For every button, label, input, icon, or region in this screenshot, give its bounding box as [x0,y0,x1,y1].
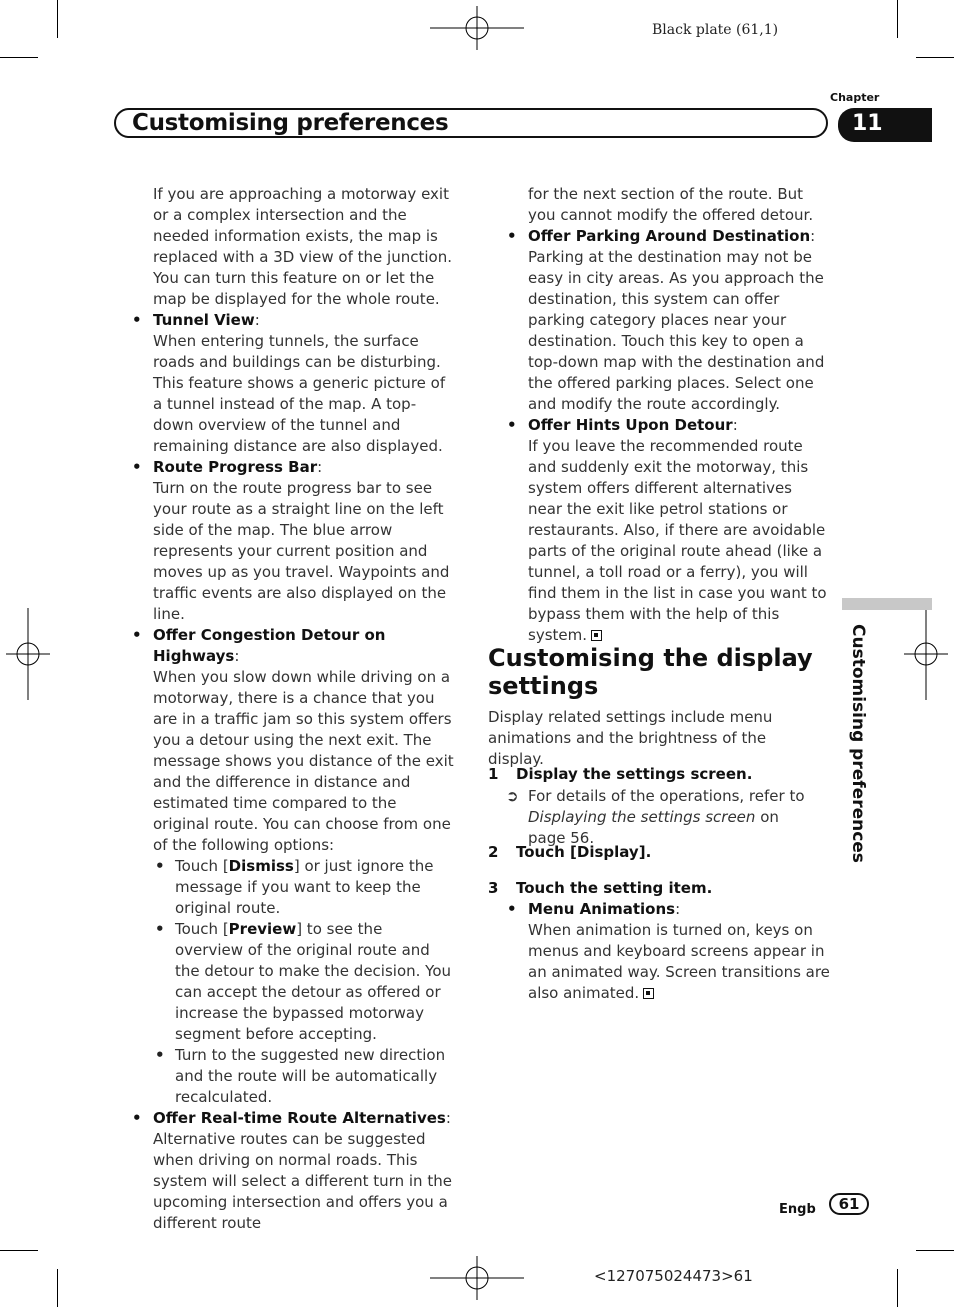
item-title: Tunnel View [153,311,255,329]
step-number: 1 [488,765,499,783]
chapter-number: 11 [852,111,883,136]
item-text: If you leave the recommended route and suddenly exit the motorway, this system offers different alternatives near the exit like petrol stations or restaurants. Also, if there are avoidable parts of the original route ahead (like a tunnel, a toll road or a ferry), you will find them in the list in case you want to bypass them with the help of this system. [528,437,827,644]
item-title: Route Progress Bar [153,458,318,476]
option-item [153,919,455,1045]
option-item [153,856,455,919]
step-text: Display the settings screen. [516,765,753,783]
bullet-icon: • [132,626,142,644]
crop-mark [0,1250,38,1251]
option-text: Touch [ [175,857,229,875]
option-text: ] or just ignore the message if you want to keep the original route. [175,857,434,917]
step-number: 3 [488,879,499,897]
item-text: Alternative routes can be suggested when driving on normal roads. This system will select a different turn in the upcoming intersection and offers you a different route [153,1130,452,1232]
continuation-paragraph: for the next section of the route. But you cannot modify the offered detour. [528,185,814,224]
option-text: ] to see the overview of the original route and the detour to make the decision. You can accept the detour as offered or increase the bypassed motorway segment before accepting. [175,920,452,1043]
list-item: • Route Progress Bar: Turn on the route progress bar to see your route as a straight line on the left side of the map. The blue arrow represents your current position and moves up as you travel. Waypoints and traffic events are also displayed on the line. [132,458,450,623]
item-text: When you slow down while driving on a motorway, there is a chance that you are in a traffic jam so this system offers you a detour using the next exit. The message shows you distance of the exit and the difference in distance and estimated time compared to the original route. You can choose from one of the following options: [153,668,454,854]
page-number: 61 [829,1193,869,1215]
side-tab-bar [842,598,932,610]
item-title: Offer Congestion Detour on Highways [153,626,386,665]
bullet-icon: • [132,1109,142,1127]
section-title: Customising the display settings [488,644,813,700]
crop-mark [897,0,898,38]
step-3 [488,879,712,897]
registration-mark [430,1256,524,1300]
option-text: Turn to the suggested new direction and the route will be automatically recalculated. [175,1046,446,1106]
item-text: When entering tunnels, the surface roads and buildings can be disturbing. This feature shows a generic picture of a tunnel instead of the map. A top-down overview of the tunnel and remaining distance are also displayed. [153,332,446,455]
item-text: Parking at the destination may not be easy in city areas. As you approach the destination, this system can offer parking category places near your destination. Touch this key to open a top-down map with the destination and the offered parking places. Select one and modify the route accordingly. [528,248,825,413]
step-text: Touch [Display]. [516,843,652,861]
list-item: • Menu Animations: When animation is turned on, keys on menus and keyboard screens appear in an animated way. Screen transitions are also animated. [507,900,830,1002]
option-key: Preview [228,920,297,938]
left-column [132,184,455,1234]
document-code: <127075024473>61 [594,1267,753,1285]
page-title: Customising preferences [132,110,449,136]
bullet-icon: • [155,920,165,938]
option-key: Dismiss [228,857,294,875]
item-title: Menu Animations [528,900,676,918]
list-item: • Offer Congestion Detour on Highways: When you slow down while driving on a motorway, there is a chance that you are in a traffic jam so this system offers you a detour using the next exit. The message shows you distance of the exit and the difference in distance and estimated time compared to the original route. You can choose from one of the following options: • Touch [Dismiss] or just ignore the message if you want to keep the original route. • Touch [Preview] to see the overview of the original route and the detour to make the decision. You can accept the detour as offered or increase the bypassed motorway segment before accepting. • Turn to the suggested new direction and the route will be automatically recalculated. [132,626,454,1106]
note [506,786,816,849]
item-title: Offer Real-time Route Alternatives [153,1109,446,1127]
step-number: 2 [488,843,499,861]
option-text: Touch [ [175,920,229,938]
registration-mark [904,608,948,700]
chapter-label: Chapter [830,91,880,104]
list-item: • Offer Real-time Route Alternatives: Alternative routes can be suggested when driving on normal roads. This system will select a different turn in the upcoming intersection and offers you a different route [132,1109,452,1232]
crop-mark [916,57,954,58]
step-1 [488,765,752,783]
note-reference: Displaying the settings screen [528,808,756,826]
note-text: For details of the operations, refer to [528,787,805,805]
item-text: When animation is turned on, keys on menus and keyboard screens appear in an animated way. Screen transitions are also animated. [528,921,830,1002]
note-text: on page 56. [528,808,779,847]
bullet-icon: • [507,416,517,434]
item-text: Turn on the route progress bar to see your route as a straight line on the left side of the map. The blue arrow represents your current position and moves up as you travel. Waypoints and traffic events are also displayed on the line. [153,479,450,623]
setting-item-list [507,899,830,1004]
end-mark-icon [643,988,654,999]
crop-mark [0,57,38,58]
bullet-icon: • [155,1046,165,1064]
list-item: • Offer Hints Upon Detour: If you leave the recommended route and suddenly exit the motorway, this system offers different alternatives near the exit like petrol stations or restaurants. Also, if there are avoidable parts of the original route ahead (like a tunnel, a toll road or a ferry), you will find them in the list in case you want to bypass them with the help of this system. [507,416,827,644]
section-intro: Display related settings include menu animations and the brightness of the display. [488,708,773,768]
language-label: Engb [779,1202,816,1217]
list-item: • Tunnel View: When entering tunnels, the surface roads and buildings can be disturbing. This feature shows a generic picture of a tunnel instead of the map. A top-down overview of the tunnel and remaining distance are also displayed. [132,311,446,455]
item-title: Offer Parking Around Destination [528,227,811,245]
end-mark-icon [591,630,602,641]
bullet-icon: • [507,900,517,918]
crop-mark [916,1250,954,1251]
step-text: Touch the setting item. [516,879,713,897]
plate-label: Black plate (61,1) [652,22,779,38]
bullet-icon: • [155,857,165,875]
crop-mark [57,1269,58,1307]
item-title: Offer Hints Upon Detour [528,416,733,434]
list-item: • Offer Parking Around Destination: Parking at the destination may not be easy in city areas. As you approach the destination, this system can offer parking category places near your destination. Touch this key to open a top-down map with the destination and the offered parking places. Select one and modify the route accordingly. [507,227,825,413]
arrow-icon: ➲ [506,787,519,805]
intro-paragraph: If you are approaching a motorway exit or a complex intersection and the needed information exists, the map is replaced with a 3D view of the junction. You can turn this feature on or let the map be displayed for the whole route. [153,185,452,308]
option-item [153,1045,455,1108]
right-column [507,184,830,646]
bullet-icon: • [132,458,142,476]
crop-mark [897,1269,898,1307]
bullet-icon: • [507,227,517,245]
bullet-icon: • [132,311,142,329]
registration-mark [6,608,50,700]
crop-mark [57,0,58,38]
step-2 [488,843,651,861]
side-tab-label: Customising preferences [848,624,868,863]
registration-mark [430,6,524,50]
